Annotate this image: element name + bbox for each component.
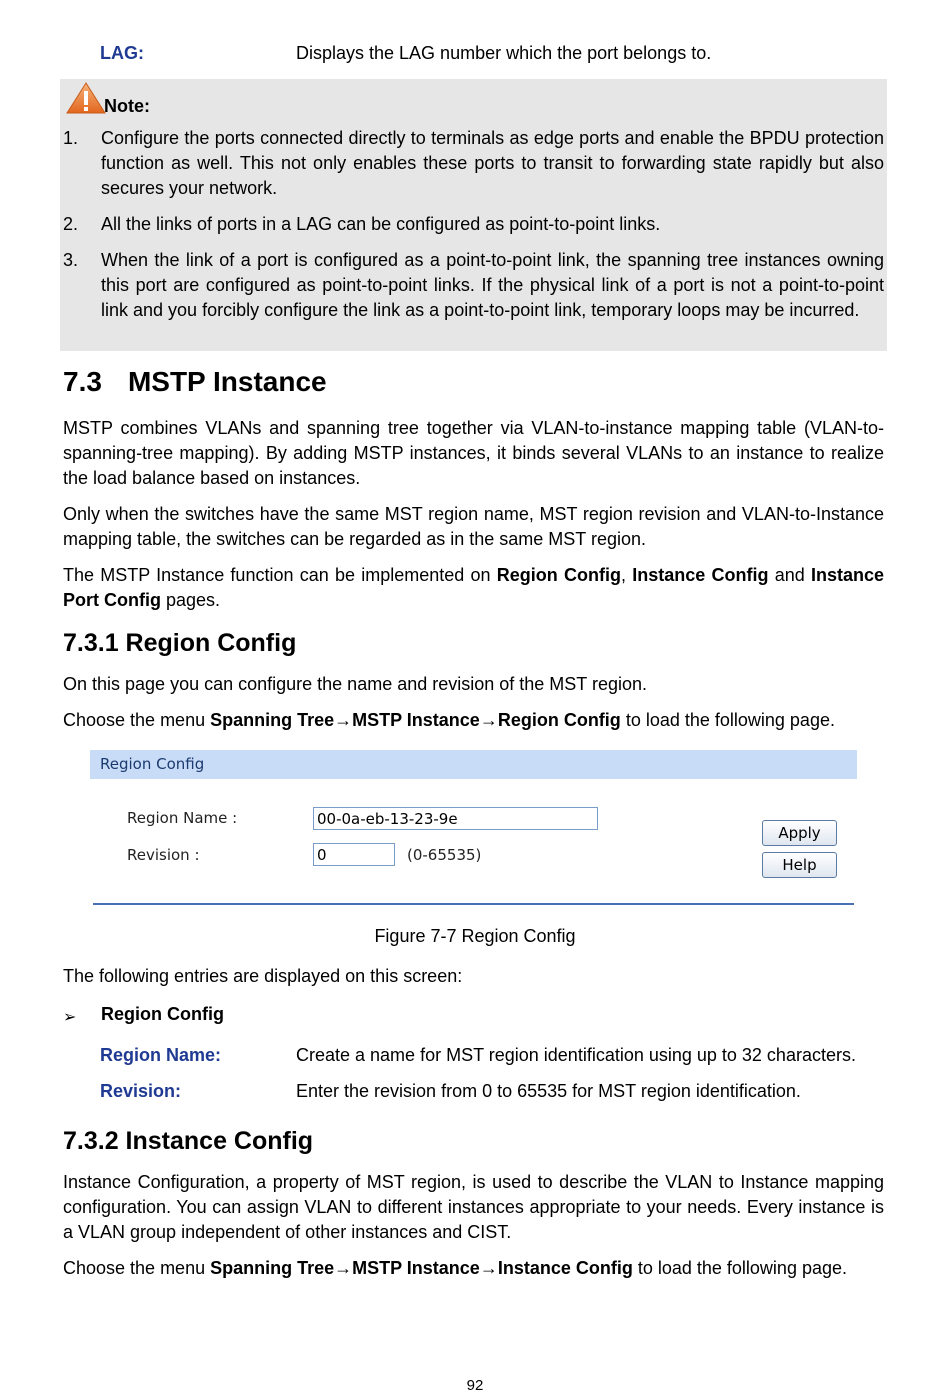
region-name-label: Region Name :: [127, 809, 238, 827]
lag-definition: Displays the LAG number which the port belongs to.: [296, 43, 712, 63]
para3-text: The MSTP Instance function can be implemented on: [63, 565, 497, 585]
warning-triangle-icon: [66, 82, 106, 114]
revision-input[interactable]: [313, 843, 395, 866]
section-para-1: MSTP combines VLANs and spanning tree together via VLAN-to-instance mapping table (VLAN-to-spanning-tree mapping). By adding MSTP instances, it binds several VLANs to an instance to realize the load balance based on instances.: [63, 418, 884, 488]
apply-button[interactable]: Apply: [762, 820, 837, 846]
para3-and: and: [768, 565, 811, 585]
note-item-number: 1.: [63, 128, 79, 148]
menu-path-bold: Spanning Tree→MSTP Instance→Instance Config: [210, 1258, 633, 1278]
subsection-heading-region: 7.3.1 Region Config: [63, 629, 297, 657]
region-config-header: Region Config: [100, 755, 205, 773]
para3-bold-region: Region Config: [496, 565, 621, 585]
para3-bold-instance-port: Instance Port Config: [63, 565, 884, 610]
note-item-text: All the links of ports in a LAG can be configured as point-to-point links.: [101, 214, 661, 234]
page-number: 92: [466, 1377, 484, 1394]
section-number: 7.3: [63, 366, 102, 397]
note-item-text: Configure the ports connected directly to terminals as edge ports and enable the BPDU protection function as well. This not only enables these ports to transit to forwarding state rapidly but also secures your network.: [101, 128, 884, 198]
region-config-divider: [93, 903, 854, 905]
menu-pre: Choose the menu: [63, 1258, 211, 1278]
entry-term: Region Name:: [100, 1045, 222, 1065]
para3-bold-instance: Instance Config: [632, 565, 769, 585]
para3-sep: ,: [620, 565, 633, 585]
para3-post: pages.: [160, 590, 221, 610]
menu-pre: Choose the menu: [63, 710, 211, 730]
revision-label: Revision :: [127, 846, 200, 864]
section-para-3: [63, 563, 884, 613]
entry-definition: Enter the revision from 0 to 65535 for MST region identification.: [296, 1081, 801, 1101]
bullet-title: Region Config: [101, 1004, 224, 1024]
sub1-menu-path: [63, 708, 884, 733]
menu-post: to load the following page.: [632, 1258, 847, 1278]
region-config-header-bar: [90, 750, 857, 779]
menu-path-bold: Spanning Tree→MSTP Instance→Region Config: [210, 710, 621, 730]
entries-intro: The following entries are displayed on this screen:: [63, 966, 463, 986]
help-button[interactable]: Help: [762, 852, 837, 878]
figure-caption: Figure 7-7 Region Config: [374, 926, 576, 946]
lag-term: LAG:: [100, 43, 144, 63]
sub1-para: On this page you can configure the name and revision of the MST region.: [63, 674, 648, 694]
section-heading: [63, 366, 327, 398]
note-item-number: 2.: [63, 214, 79, 234]
sub2-para: Instance Configuration, a property of MST region, is used to describe the VLAN to Instance mapping configuration. You can assign VLAN to different instances appropriate to your needs. Every instance is a VLAN group independent of other instances and CIST.: [63, 1172, 884, 1242]
entry-term: Revision:: [100, 1081, 182, 1101]
section-title: MSTP Instance: [127, 366, 327, 397]
note-title: Note:: [104, 96, 150, 116]
note-item-text: When the link of a port is configured as a point-to-point link, the spanning tree instances owning this port are configured as point-to-point links. If the physical link of a port is not a point-to-point link and you forcibly configure the link as a point-to-point link, temporary loops may be incurred.: [101, 250, 884, 320]
revision-range: (0-65535): [407, 846, 482, 864]
arrow-bullet-icon: ➢: [63, 1009, 77, 1026]
sub2-menu-path: [63, 1256, 884, 1281]
subsection-heading-instance: 7.3.2 Instance Config: [63, 1127, 314, 1155]
menu-post: to load the following page.: [620, 710, 835, 730]
note-item-number: 3.: [63, 250, 79, 270]
region-name-input[interactable]: [313, 807, 598, 830]
section-para-2: Only when the switches have the same MST region name, MST region revision and VLAN-to-Instance mapping table, the switches can be regarded as in the same MST region.: [63, 504, 884, 549]
entry-definition: Create a name for MST region identification using up to 32 characters.: [296, 1045, 856, 1065]
